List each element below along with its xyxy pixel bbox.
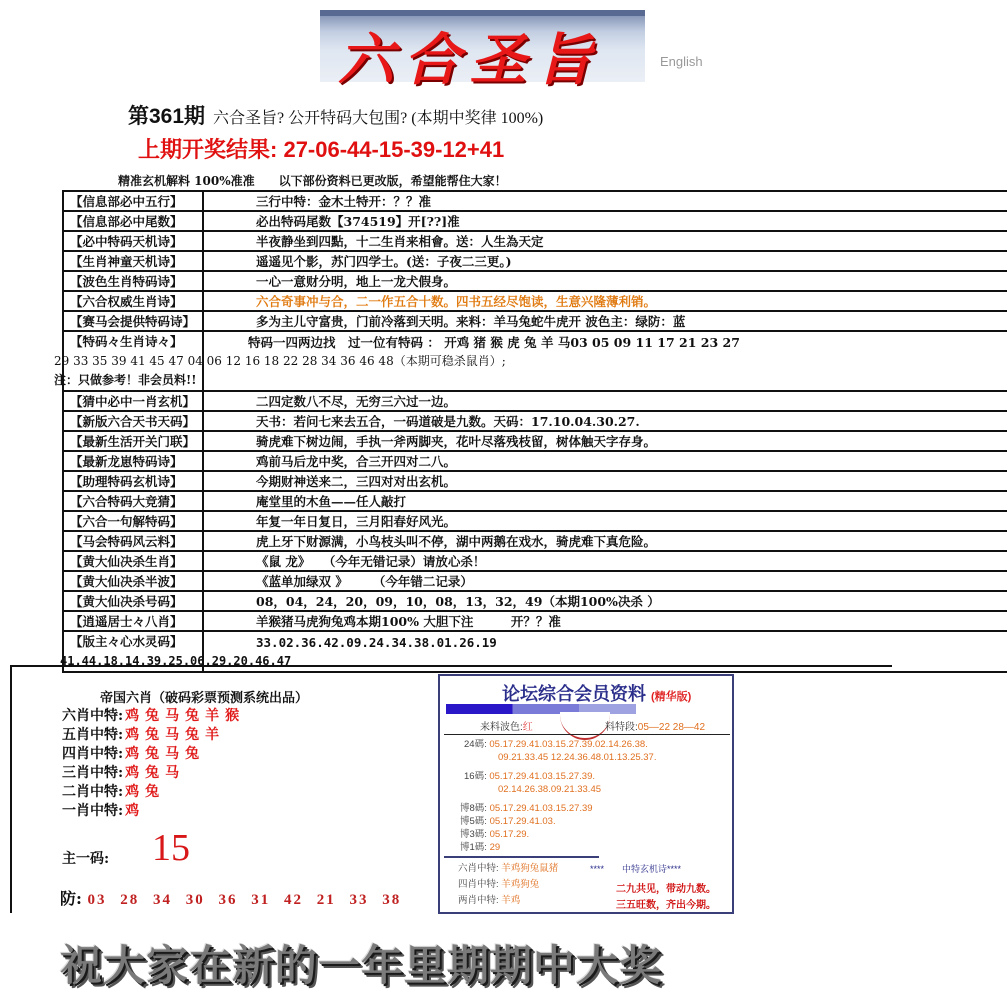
line-value: 05.17.29.41.03. <box>489 816 556 827</box>
zodiac-item <box>62 764 245 783</box>
row-value-line1: 33.02.36.42.09.24.34.38.01.26.19 <box>256 635 497 650</box>
line-value: 02.14.26.38.09.21.33.45 <box>498 784 602 795</box>
color-value: 红 <box>522 722 533 733</box>
row-value: 必出特码尾数【374519】开[??]准 <box>256 214 460 229</box>
row-label: 【波色生肖特码诗】 <box>62 272 204 290</box>
row-label: 【特码々生肖诗々】 <box>62 332 204 390</box>
row-label: 【赛马会提供特码诗】 <box>62 312 204 330</box>
row-value: 虎上牙下财源满，小鸟枝头叫不停，湖中两鹅在戏水，骑虎难下真危险。 <box>256 534 657 549</box>
row-label: 【信息部必中五行】 <box>62 192 204 210</box>
row-label: 【马会特码风云料】 <box>62 532 204 550</box>
card-segment-line <box>605 718 705 733</box>
row-value: 羊猴猪马虎狗兔鸡本期100% 大胆下注 开？？准 <box>256 614 561 629</box>
card-divider <box>444 734 730 735</box>
row-value: 今期财神送来二，三四对对出玄机。 <box>256 474 457 489</box>
line-label: 博8碼: <box>460 803 487 814</box>
line-value: 05.17.29.41.03.15.27.39.02.14.26.38. <box>489 739 648 750</box>
zodiac-values: 鸡兔 <box>125 784 166 800</box>
row-value: 遥遥见个影，苏门四学士。(送：子夜二三更。) <box>256 254 512 269</box>
row-value: 多为主儿守富贵，门前冷落到天明。来料：羊马兔蛇牛虎开 波色主：绿防：蓝 <box>256 314 686 329</box>
zodiac-item <box>62 726 245 745</box>
row-label: 【六合一句解特码】 <box>62 512 204 530</box>
row-label: 【六合权威生肖诗】 <box>62 292 204 310</box>
line-label: 六肖中特: <box>458 863 499 874</box>
zodiac-item <box>62 707 245 726</box>
row-value: 鸡前马后龙中奖，合三开四对二八。 <box>256 454 457 469</box>
zodiac-values: 鸡兔马 <box>125 765 186 781</box>
card-line <box>460 828 529 841</box>
card-blank-overlay <box>560 712 610 740</box>
row-label: 【黄大仙决杀半波】 <box>62 572 204 590</box>
guard-numbers: 03 28 34 30 36 31 42 21 33 38 <box>87 892 402 908</box>
row-value: 《鼠 龙》 （今年无错记录）请放心杀！ <box>256 554 486 569</box>
card-mask <box>595 808 731 854</box>
table-row <box>62 290 1007 310</box>
row-label: 【黄大仙决杀号码】 <box>62 592 204 610</box>
line-label: 博5碼: <box>460 816 487 827</box>
guard-label: 防: <box>60 889 82 908</box>
row-label: 【信息部必中尾数】 <box>62 212 204 230</box>
row-value: 一心一意财分明，地上一龙犬假身。 <box>256 274 457 289</box>
card-line <box>460 802 593 815</box>
intro-left: 精准玄机解料 100%准准 <box>118 174 255 188</box>
line-label: 博1碼: <box>460 842 487 853</box>
table-row <box>62 250 1007 270</box>
table-row <box>62 510 1007 530</box>
line-value: 羊鸡 <box>501 895 521 906</box>
card-divider <box>444 856 599 858</box>
row-value-line3: 注：只做参考！非会员料!! <box>54 373 197 387</box>
table-row <box>62 530 1007 550</box>
card-line <box>464 770 595 783</box>
row-label: 【助理特码玄机诗】 <box>62 472 204 490</box>
guard-line <box>60 886 401 909</box>
table-row <box>62 190 1007 210</box>
issue-subtitle: 六合圣旨? 公开特码大包围? (本期中奖律 100%) <box>213 110 544 127</box>
member-data-card <box>438 674 734 914</box>
zodiac-values: 鸡兔马兔羊猴 <box>125 708 246 724</box>
zodiac-label: 一肖中特: <box>62 803 124 819</box>
card-edition: (精华版) <box>651 691 692 703</box>
banner-title: 六合圣旨 <box>338 27 602 93</box>
row-label: 【版主々心水灵码】 <box>62 632 204 671</box>
zodiac-label: 六肖中特: <box>62 708 124 724</box>
line-value: 05.17.29.41.03.15.27.39. <box>489 771 596 782</box>
row-value: 半夜静坐到四點，十二生肖来相會。送：人生為天定 <box>256 234 544 249</box>
last-result <box>138 133 504 164</box>
table-row <box>62 410 1007 430</box>
zodiac-label: 四肖中特: <box>62 746 124 762</box>
main-code-value: 15 <box>152 827 190 869</box>
issue-number: 第361期 <box>128 105 206 128</box>
row-value: 二四定数八不尽，无穷三六过一边。 <box>256 394 457 409</box>
table-row <box>62 270 1007 290</box>
last-result-label: 上期开奖结果: <box>138 137 278 162</box>
card-bottom-line <box>458 894 520 907</box>
card-bottom-line <box>458 862 558 875</box>
row-value: 《蓝单加绿双 》 （今年错二记录） <box>256 574 473 589</box>
line-value: 29 <box>489 842 501 853</box>
row-label: 【新版六合天书天码】 <box>62 412 204 430</box>
intro-right: 以下部份资料已更改版，希望能帮住大家！ <box>278 174 507 188</box>
empire-title: 帝国六肖（破码彩票预测系统出品） <box>100 691 309 706</box>
issue-line <box>128 100 543 130</box>
line-value: 05.17.29.41.03.15.27.39 <box>489 803 593 814</box>
empire-zodiac-list <box>62 707 245 821</box>
line-label: 16碼: <box>464 771 487 782</box>
row-label: 【最新生活开关门联】 <box>62 432 204 450</box>
row-label: 【猜中必中一肖玄机】 <box>62 392 204 410</box>
table-row <box>62 210 1007 230</box>
intro-line <box>118 172 507 189</box>
line-label: 博3碼: <box>460 829 487 840</box>
row-value: 天书：若问七来去五合，一码道破是九数。天码：17.10.04.30.27. <box>256 414 640 429</box>
row-value: 年复一年日复日，三月阳春好风光。 <box>256 514 457 529</box>
card-line <box>460 815 556 828</box>
zodiac-label: 五肖中特: <box>62 727 124 743</box>
card-title-text: 论坛综合会员资料 <box>502 684 646 704</box>
zodiac-item <box>62 745 245 764</box>
row-value: 三行中特：金木土特开：？？准 <box>256 194 432 209</box>
zodiac-values: 鸡兔马兔羊 <box>125 727 226 743</box>
table-row <box>62 390 1007 410</box>
table-row <box>62 490 1007 510</box>
row-label: 【逍遥居士々八肖】 <box>62 612 204 630</box>
row-label: 【黄大仙决杀生肖】 <box>62 552 204 570</box>
poem-line: 二九共见，带动九数。 <box>616 884 716 895</box>
main-code-label: 主一码: <box>62 851 110 867</box>
row-value: 六合奇事冲与合，二一作五合十数。四书五经尽饱读，生意兴隆薄利销。 <box>256 294 657 309</box>
row-label: 【六合特码大竞猜】 <box>62 492 204 510</box>
segment-value: 05—22 28—42 <box>637 722 706 733</box>
row-value: 骑虎难下树边闹，手执一斧两脚夹，花叶尽落残枝留，树体触天字存身。 <box>256 434 657 449</box>
row-label: 【必中特码天机诗】 <box>62 232 204 250</box>
table-row <box>62 470 1007 490</box>
zodiac-item <box>62 802 245 821</box>
row-label: 【生肖神童天机诗】 <box>62 252 204 270</box>
table-row <box>62 570 1007 590</box>
card-bottom-line <box>458 878 539 891</box>
footer-slogan: 祝大家在新的一年里期期中大奖 <box>60 941 663 990</box>
table-row <box>62 590 1007 610</box>
zodiac-values: 鸡 <box>125 803 146 819</box>
poem-line: 三五旺数，齐出今期。 <box>616 900 716 911</box>
card-line <box>460 841 500 854</box>
row-label: 【最新龙崽特码诗】 <box>62 452 204 470</box>
line-value: 05.17.29. <box>489 829 530 840</box>
segment-label: 料特段: <box>605 722 638 733</box>
card-line <box>498 783 601 796</box>
last-result-numbers: 27-06-44-15-39-12+41 <box>283 137 505 162</box>
poem-title: **** 中特玄机诗**** <box>590 864 682 874</box>
table-row <box>62 550 1007 570</box>
table-row <box>62 610 1007 630</box>
row-value: 08，04，24，20，09，10，08，13，32，49（本期100%决杀 ） <box>256 594 660 609</box>
row-value-line2: 29 33 35 39 41 45 47 04 06 12 16 18 22 28 34 36 46 48（本期可稳杀鼠肖）; <box>54 354 506 368</box>
zodiac-label: 二肖中特: <box>62 784 124 800</box>
row-value: 庵堂里的木鱼——任人敲打 <box>256 494 407 509</box>
line-label: 24碼: <box>464 739 487 750</box>
table-row <box>62 430 1007 450</box>
table-row <box>62 310 1007 330</box>
english-link[interactable]: English <box>660 54 703 69</box>
line-label: 四肖中特: <box>458 879 499 890</box>
row-value-line2: 41.44.18.14.39.25.06.29.20.46.47 <box>60 654 292 668</box>
card-line <box>498 751 656 764</box>
row-value-line1: 特码一四两边找 过一位有特码 ： 开鸡 猪 猴 虎 兔 羊 马03 05 09 11 17 21 23 27 <box>248 335 740 350</box>
info-table <box>54 190 1007 673</box>
zodiac-label: 三肖中特: <box>62 765 124 781</box>
zodiac-values: 鸡兔马兔 <box>125 746 206 762</box>
table-row <box>62 450 1007 470</box>
card-color-line <box>480 718 533 733</box>
card-title <box>502 680 691 706</box>
table-row <box>62 230 1007 250</box>
color-label: 来料波色: <box>480 722 523 733</box>
line-value: 09.21.33.45 12.24.36.48.01.13.25.37. <box>498 752 657 763</box>
table-row <box>54 330 1007 390</box>
line-value: 羊鸡狗兔 <box>501 879 540 890</box>
zodiac-item <box>62 783 245 802</box>
banner <box>248 10 708 93</box>
line-label: 两肖中特: <box>458 895 499 906</box>
line-value: 羊鸡狗兔鼠猪 <box>501 863 559 874</box>
card-line <box>464 738 648 751</box>
